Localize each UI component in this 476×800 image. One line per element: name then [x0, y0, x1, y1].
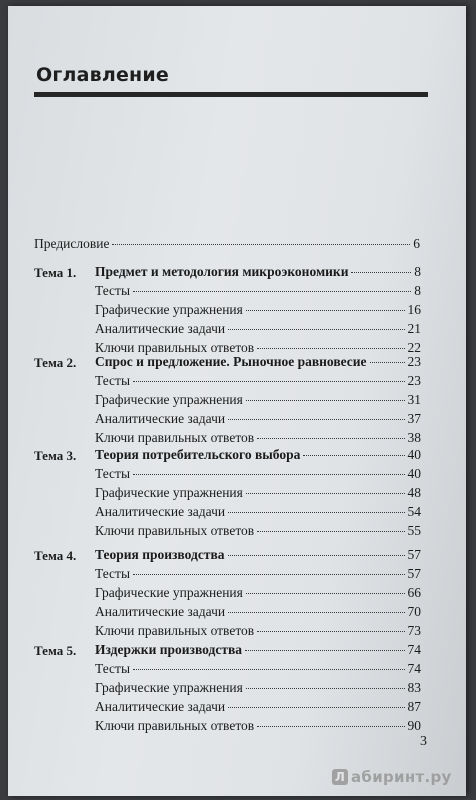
subentry-page: 83 — [407, 680, 421, 695]
toc-subentry — [95, 485, 421, 505]
dot-leader — [246, 493, 405, 494]
topic-title: Предмет и методология микроэкономики — [95, 264, 349, 279]
toc-subentry — [95, 585, 421, 605]
subentry-page: 90 — [407, 718, 421, 733]
topic-number: Тема 2. — [34, 355, 77, 370]
toc-heading: Оглавление — [36, 64, 169, 86]
toc-subentry — [95, 373, 421, 393]
dot-leader — [257, 726, 404, 727]
watermark — [332, 768, 452, 786]
heading-rule — [34, 92, 428, 97]
subentry-page: 73 — [407, 623, 421, 638]
subentry-page: 8 — [414, 283, 421, 298]
subentry-page: 48 — [407, 485, 421, 500]
subentry-label: Тесты — [95, 283, 131, 298]
subentry-page: 31 — [407, 392, 421, 407]
topic-number: Тема 5. — [34, 643, 77, 658]
dot-leader — [228, 707, 404, 708]
dot-leader — [245, 650, 404, 651]
topic-number: Тема 3. — [34, 448, 77, 463]
topic-page: 23 — [407, 354, 421, 369]
watermark-text: абиринт.ру — [351, 768, 452, 786]
toc-entry-label: Предисловие — [34, 236, 110, 251]
topic-title: Спрос и предложение. Рыночное равновесие — [95, 354, 367, 369]
subentry-label: Ключи правильных ответов — [95, 340, 255, 355]
toc-entry-page: 6 — [413, 236, 420, 251]
page-number: 3 — [420, 734, 427, 749]
topic-title-row — [95, 264, 421, 284]
subentry-page: 22 — [407, 340, 421, 355]
toc-subentry — [95, 680, 421, 700]
subentry-label: Аналитические задачи — [95, 411, 226, 426]
dot-leader — [257, 438, 404, 439]
toc-subentry — [95, 302, 421, 322]
subentry-page: 21 — [407, 321, 421, 336]
subentry-page: 40 — [407, 466, 421, 481]
toc-subentry — [95, 466, 421, 486]
toc-subentry — [95, 321, 421, 341]
subentry-page: 55 — [407, 523, 421, 538]
subentry-page: 74 — [407, 661, 421, 676]
dot-leader — [133, 291, 411, 292]
subentry-label: Аналитические задачи — [95, 699, 226, 714]
dot-leader — [228, 512, 404, 513]
topic-title-row — [95, 547, 421, 567]
toc-subentry — [95, 411, 421, 431]
dot-leader — [228, 329, 404, 330]
subentry-page: 23 — [407, 373, 421, 388]
toc-subentry — [95, 392, 421, 412]
topic-number: Тема 4. — [34, 548, 77, 563]
toc-subentry — [95, 604, 421, 624]
dot-leader — [112, 244, 410, 245]
topic-title: Теория потребительского выбора — [95, 447, 301, 462]
subentry-label: Ключи правильных ответов — [95, 718, 255, 733]
subentry-label: Тесты — [95, 661, 131, 676]
subentry-page: 54 — [407, 504, 421, 519]
dot-leader — [246, 400, 405, 401]
dot-leader — [133, 381, 404, 382]
subentry-page: 38 — [407, 430, 421, 445]
subentry-label: Тесты — [95, 566, 131, 581]
topic-title: Издержки производства — [95, 642, 243, 657]
dot-leader — [228, 555, 405, 556]
labirint-logo-icon: Л — [332, 769, 348, 785]
topic-page: 57 — [407, 547, 421, 562]
toc-subentry — [95, 566, 421, 586]
dot-leader — [257, 348, 404, 349]
subentry-label: Аналитические задачи — [95, 321, 226, 336]
dot-leader — [303, 455, 404, 456]
toc-subentry — [95, 504, 421, 524]
toc-subentry — [95, 623, 421, 643]
dot-leader — [228, 419, 404, 420]
subentry-page: 57 — [407, 566, 421, 581]
dot-leader — [133, 669, 404, 670]
topic-page: 8 — [414, 264, 421, 279]
subentry-label: Тесты — [95, 466, 131, 481]
subentry-label: Графические упражнения — [95, 680, 243, 695]
dot-leader — [246, 688, 405, 689]
topic-number: Тема 1. — [34, 265, 77, 280]
dot-leader — [370, 362, 405, 363]
toc-subentry — [95, 523, 421, 543]
dot-leader — [133, 474, 404, 475]
toc-subentry — [95, 699, 421, 719]
subentry-label: Ключи правильных ответов — [95, 430, 255, 445]
dot-leader — [246, 593, 405, 594]
subentry-label: Аналитические задачи — [95, 604, 226, 619]
subentry-label: Ключи правильных ответов — [95, 623, 255, 638]
book-page — [8, 6, 466, 796]
dot-leader — [257, 531, 404, 532]
subentry-page: 87 — [407, 699, 421, 714]
topic-page: 74 — [407, 642, 421, 657]
subentry-label: Графические упражнения — [95, 392, 243, 407]
subentry-label: Графические упражнения — [95, 302, 243, 317]
toc-subentry — [95, 283, 421, 303]
subentry-label: Графические упражнения — [95, 485, 243, 500]
toc-subentry — [95, 661, 421, 681]
dot-leader — [351, 272, 411, 273]
subentry-page: 70 — [407, 604, 421, 619]
toc-subentry — [95, 718, 421, 738]
subentry-page: 37 — [407, 411, 421, 426]
subentry-page: 66 — [407, 585, 421, 600]
topic-title-row — [95, 354, 421, 374]
subentry-label: Тесты — [95, 373, 131, 388]
topic-title-row — [95, 447, 421, 467]
topic-title-row — [95, 642, 421, 662]
subentry-label: Графические упражнения — [95, 585, 243, 600]
subentry-label: Аналитические задачи — [95, 504, 226, 519]
dot-leader — [257, 631, 404, 632]
dot-leader — [228, 612, 404, 613]
dot-leader — [133, 574, 404, 575]
dot-leader — [246, 310, 405, 311]
topic-title: Теория производства — [95, 547, 225, 562]
topic-page: 40 — [407, 447, 421, 462]
subentry-label: Ключи правильных ответов — [95, 523, 255, 538]
toc-entry-preface — [34, 236, 420, 256]
subentry-page: 16 — [407, 302, 421, 317]
